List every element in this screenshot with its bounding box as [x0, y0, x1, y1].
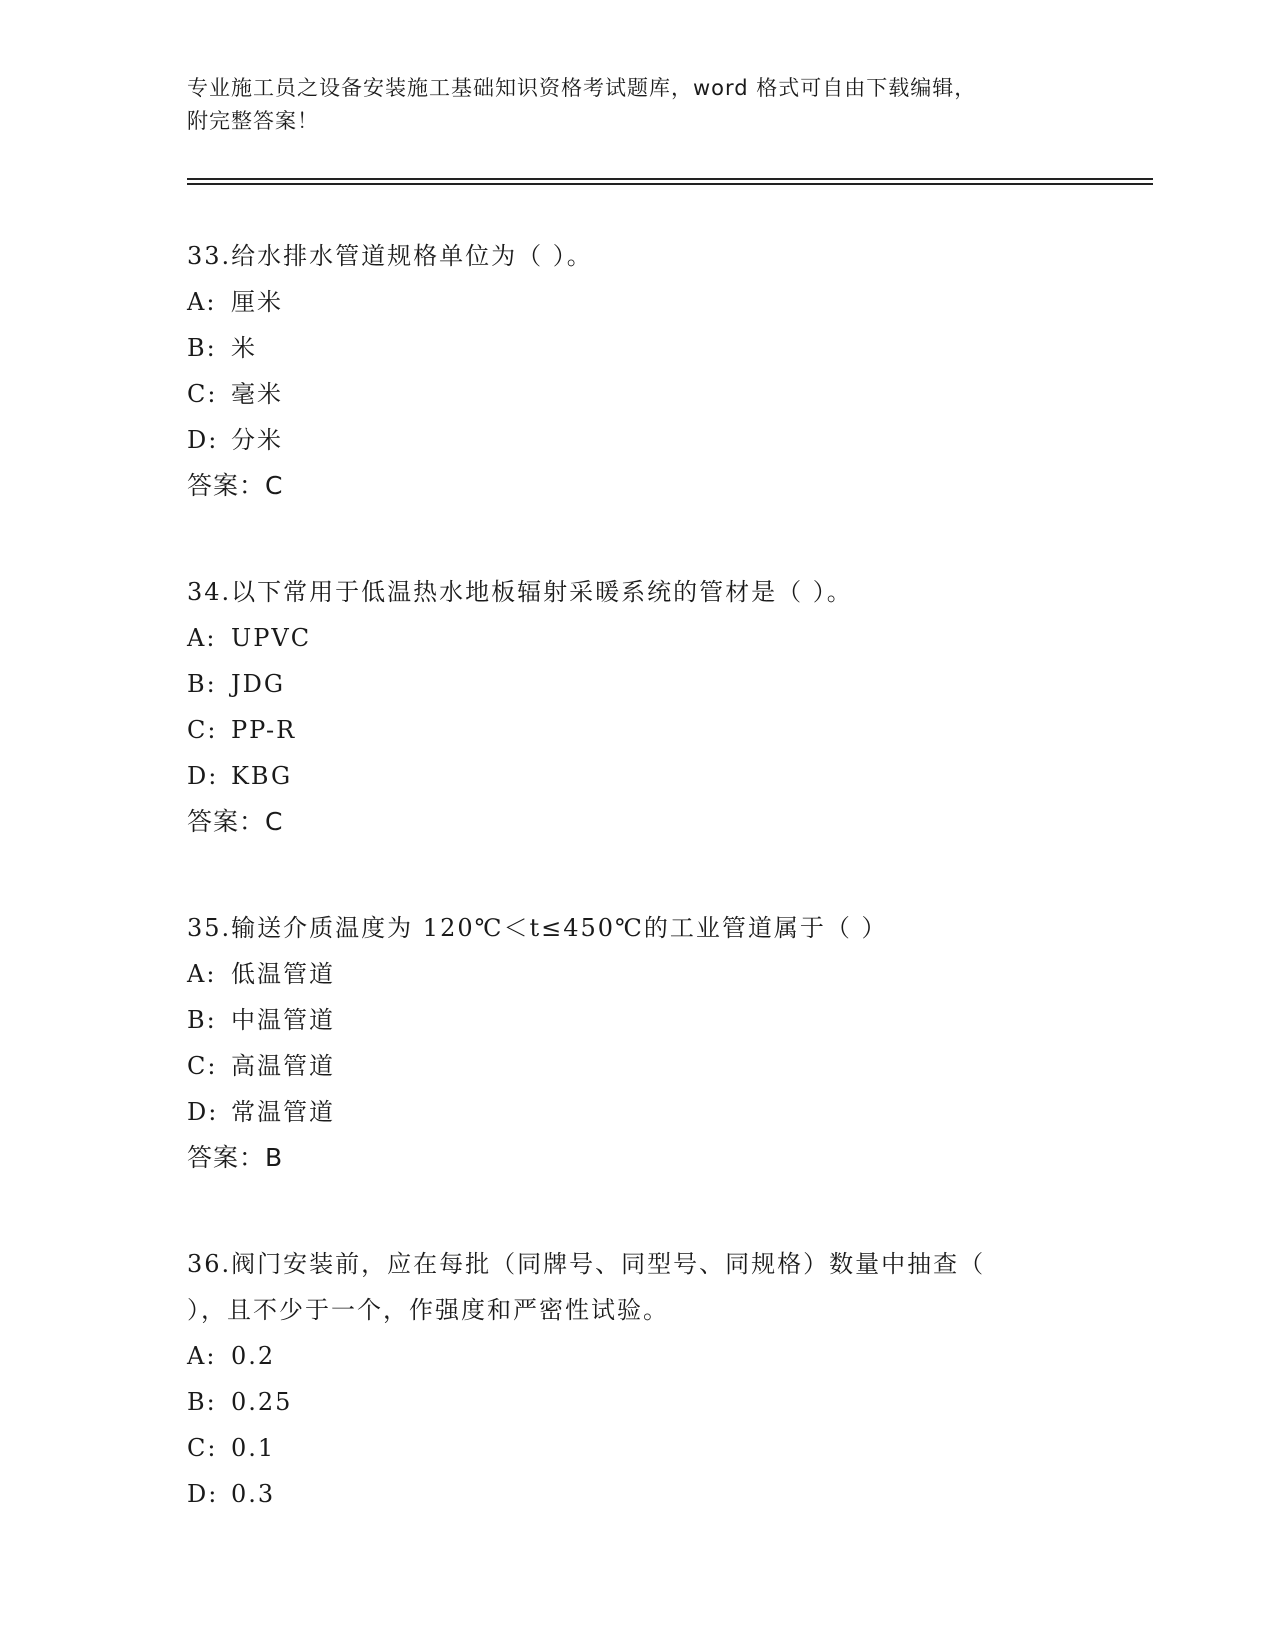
option-text: 0.3: [231, 1480, 276, 1508]
option-d: [187, 1089, 1087, 1135]
option-text: 米: [231, 334, 257, 362]
option-text: 0.25: [231, 1388, 293, 1416]
header-line-1: 专业施工员之设备安装施工基础知识资格考试题库，word 格式可自由下载编辑，: [187, 76, 977, 100]
option-text: 分米: [231, 426, 283, 454]
option-key: C:: [187, 1052, 218, 1080]
option-text: KBG: [231, 762, 293, 790]
option-key: C:: [187, 380, 218, 408]
option-c: [187, 1043, 1087, 1089]
option-key: B:: [187, 1006, 217, 1034]
option-text: 中温管道: [231, 1006, 335, 1034]
header-divider-bottom: [187, 183, 1153, 185]
option-a: [187, 951, 1087, 997]
question-text-line-1: 36.阀门安装前，应在每批（同牌号、同型号、同规格）数量中抽查（: [187, 1250, 986, 1278]
option-b: [187, 325, 1087, 371]
option-d: [187, 417, 1087, 463]
option-key: A:: [187, 624, 217, 652]
answer: 答案：C: [187, 807, 284, 836]
option-key: C:: [187, 716, 218, 744]
answer: 答案：C: [187, 471, 284, 500]
option-text: 高温管道: [231, 1052, 335, 1080]
option-key: D:: [187, 1480, 219, 1508]
option-b: [187, 997, 1087, 1043]
option-b: [187, 661, 1087, 707]
option-b: [187, 1379, 1087, 1425]
option-text: 0.1: [231, 1434, 276, 1462]
option-key: A:: [187, 960, 217, 988]
option-key: C:: [187, 1434, 218, 1462]
question-36: [187, 1241, 1087, 1517]
option-c: [187, 707, 1087, 753]
option-c: [187, 371, 1087, 417]
option-key: D:: [187, 426, 219, 454]
option-text: JDG: [231, 670, 286, 698]
option-key: B:: [187, 1388, 217, 1416]
option-key: B:: [187, 670, 217, 698]
document-header: [187, 72, 1087, 138]
option-a: [187, 1333, 1087, 1379]
answer: 答案：B: [187, 1143, 284, 1172]
option-text: 0.2: [231, 1342, 276, 1370]
question-text: 33.给水排水管道规格单位为（ ）。: [187, 242, 593, 270]
option-text: UPVC: [231, 624, 312, 652]
option-c: [187, 1425, 1087, 1471]
question-text-line-2: ），且不少于一个，作强度和严密性试验。: [187, 1296, 669, 1324]
option-key: D:: [187, 762, 219, 790]
option-text: 低温管道: [231, 960, 335, 988]
option-text: 厘米: [231, 288, 283, 316]
header-divider-top: [187, 178, 1153, 180]
option-d: [187, 753, 1087, 799]
option-a: [187, 615, 1087, 661]
option-a: [187, 279, 1087, 325]
option-text: PP-R: [231, 716, 297, 744]
question-35: [187, 905, 1087, 1181]
option-key: D:: [187, 1098, 219, 1126]
option-key: A:: [187, 1342, 217, 1370]
question-33: [187, 233, 1087, 509]
question-list: [187, 233, 1087, 1517]
question-text: 35.输送介质温度为 120℃＜t≤450℃的工业管道属于（ ）: [187, 914, 888, 942]
option-key: B:: [187, 334, 217, 362]
question-34: [187, 569, 1087, 845]
question-text: 34.以下常用于低温热水地板辐射采暖系统的管材是（ ）。: [187, 578, 853, 606]
option-d: [187, 1471, 1087, 1517]
header-line-2: 附完整答案！: [187, 109, 319, 133]
option-key: A:: [187, 288, 217, 316]
option-text: 常温管道: [231, 1098, 335, 1126]
option-text: 毫米: [231, 380, 283, 408]
